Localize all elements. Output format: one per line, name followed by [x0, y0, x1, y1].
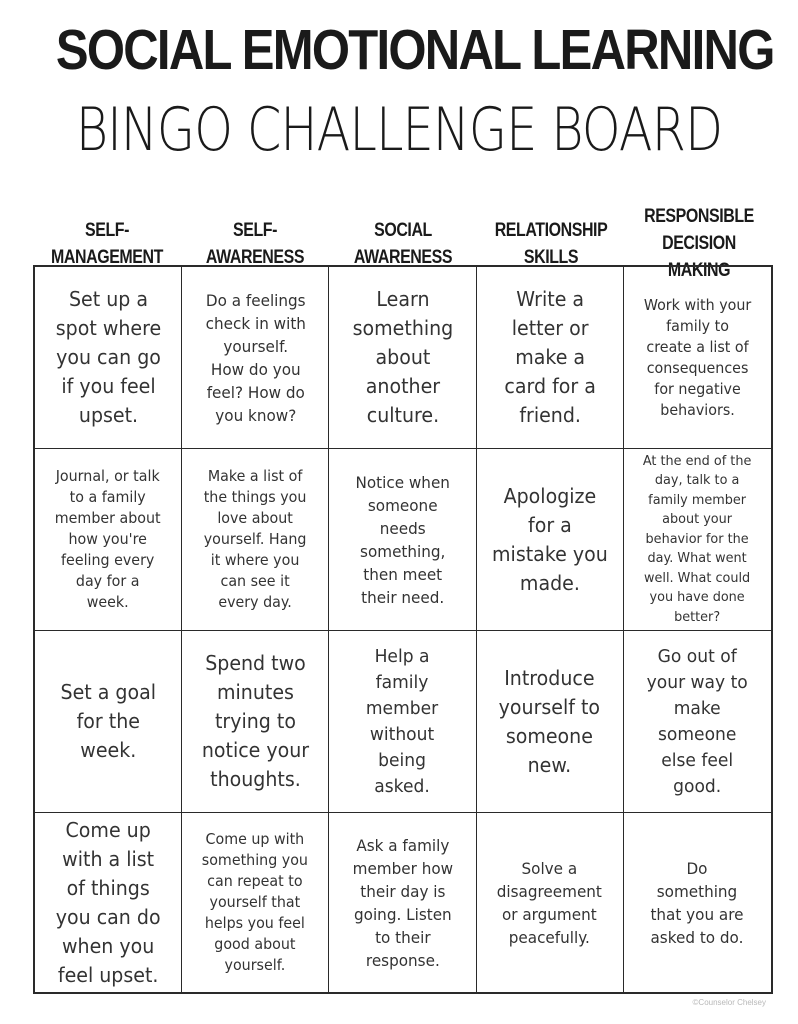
bingo-cell — [182, 631, 329, 813]
bingo-cell — [624, 267, 771, 449]
bingo-cell — [477, 267, 624, 449]
bingo-cell-text: Do something that you are asked to do. — [650, 858, 744, 947]
bingo-cell-text: Set a goal for the week. — [60, 680, 156, 762]
bingo-cell-text: Make a list of the things you love about yourself. Hang it where you can see it every day. — [203, 467, 307, 611]
bingo-cell-text: Set up a spot where you can go if you feel upset. — [55, 287, 161, 427]
bingo-cell — [35, 631, 182, 813]
bingo-cell — [329, 267, 476, 449]
bingo-cell — [329, 631, 476, 813]
bingo-cell-text: Journal, or talk to a family member about how you're feeling every day for a week. — [55, 467, 162, 611]
bingo-cell — [35, 267, 182, 449]
bingo-cell-text: Come up with a list of things you can do when you feel upset. — [55, 817, 161, 987]
column-header-self-awareness: SELF- AWARENESS — [205, 219, 305, 268]
bingo-cell — [624, 813, 771, 992]
bingo-cell-text: Notice when someone needs something, then meet their need. — [355, 472, 450, 607]
bingo-cell — [477, 449, 624, 631]
bingo-cell-text: Come up with something you can repeat to yourself that helps you feel good about yourself. — [202, 830, 309, 974]
page-title: SOCIAL EMOTIONAL LEARNING — [55, 18, 774, 82]
bingo-cell — [477, 813, 624, 992]
bingo-cell — [477, 631, 624, 813]
bingo-cell-text: Go out of your way to make someone else feel good. — [646, 645, 748, 797]
bingo-board — [33, 265, 773, 994]
column-header-self-management: SELF- MANAGEMENT — [51, 219, 163, 268]
bingo-cell-text: Ask a family member how their day is going. Listen to their response. — [352, 835, 453, 970]
bingo-cell — [182, 267, 329, 449]
page-subtitle: BINGO CHALLENGE BOARD — [75, 95, 723, 165]
bingo-cell — [35, 813, 182, 992]
bingo-cell — [35, 449, 182, 631]
bingo-cell-text: Work with your family to create a list of consequences for negative behaviors. — [643, 295, 752, 419]
bingo-cell — [182, 449, 329, 631]
column-header-relationship-skills: RELATIONSHIP SKILLS — [494, 219, 608, 268]
bingo-cell-text: Solve a disagreement or argument peacefully. — [497, 858, 603, 947]
column-header-social-awareness: SOCIAL AWARENESS — [353, 219, 453, 268]
bingo-cell-text: Introduce yourself to someone new. — [498, 665, 601, 777]
column-headers — [33, 203, 773, 281]
bingo-cell-text: Write a letter or make a card for a friend. — [503, 287, 596, 427]
bingo-cell-text: Apologize for a mistake you made. — [491, 483, 608, 595]
bingo-cell — [182, 813, 329, 992]
bingo-cell — [329, 449, 476, 631]
bingo-cell-text: Learn something about another culture. — [352, 287, 453, 427]
column-header-responsible-decision-making: RESPONSIBLE DECISION MAKING — [644, 206, 754, 281]
bingo-cell-text: Help a family member without being asked. — [366, 645, 439, 797]
bingo-cell — [624, 449, 771, 631]
bingo-cell-text: At the end of the day, talk to a family member about your behavior for the day. What went well. What could you have done better? — [643, 452, 752, 625]
copyright-footer: ©Counselor Chelsey — [692, 998, 766, 1007]
bingo-cell-text: Do a feelings check in with yourself. How do you feel? How do you know? — [205, 290, 306, 425]
bingo-cell — [624, 631, 771, 813]
bingo-cell — [329, 813, 476, 992]
bingo-cell-text: Spend two minutes trying to notice your thoughts. — [201, 651, 309, 791]
